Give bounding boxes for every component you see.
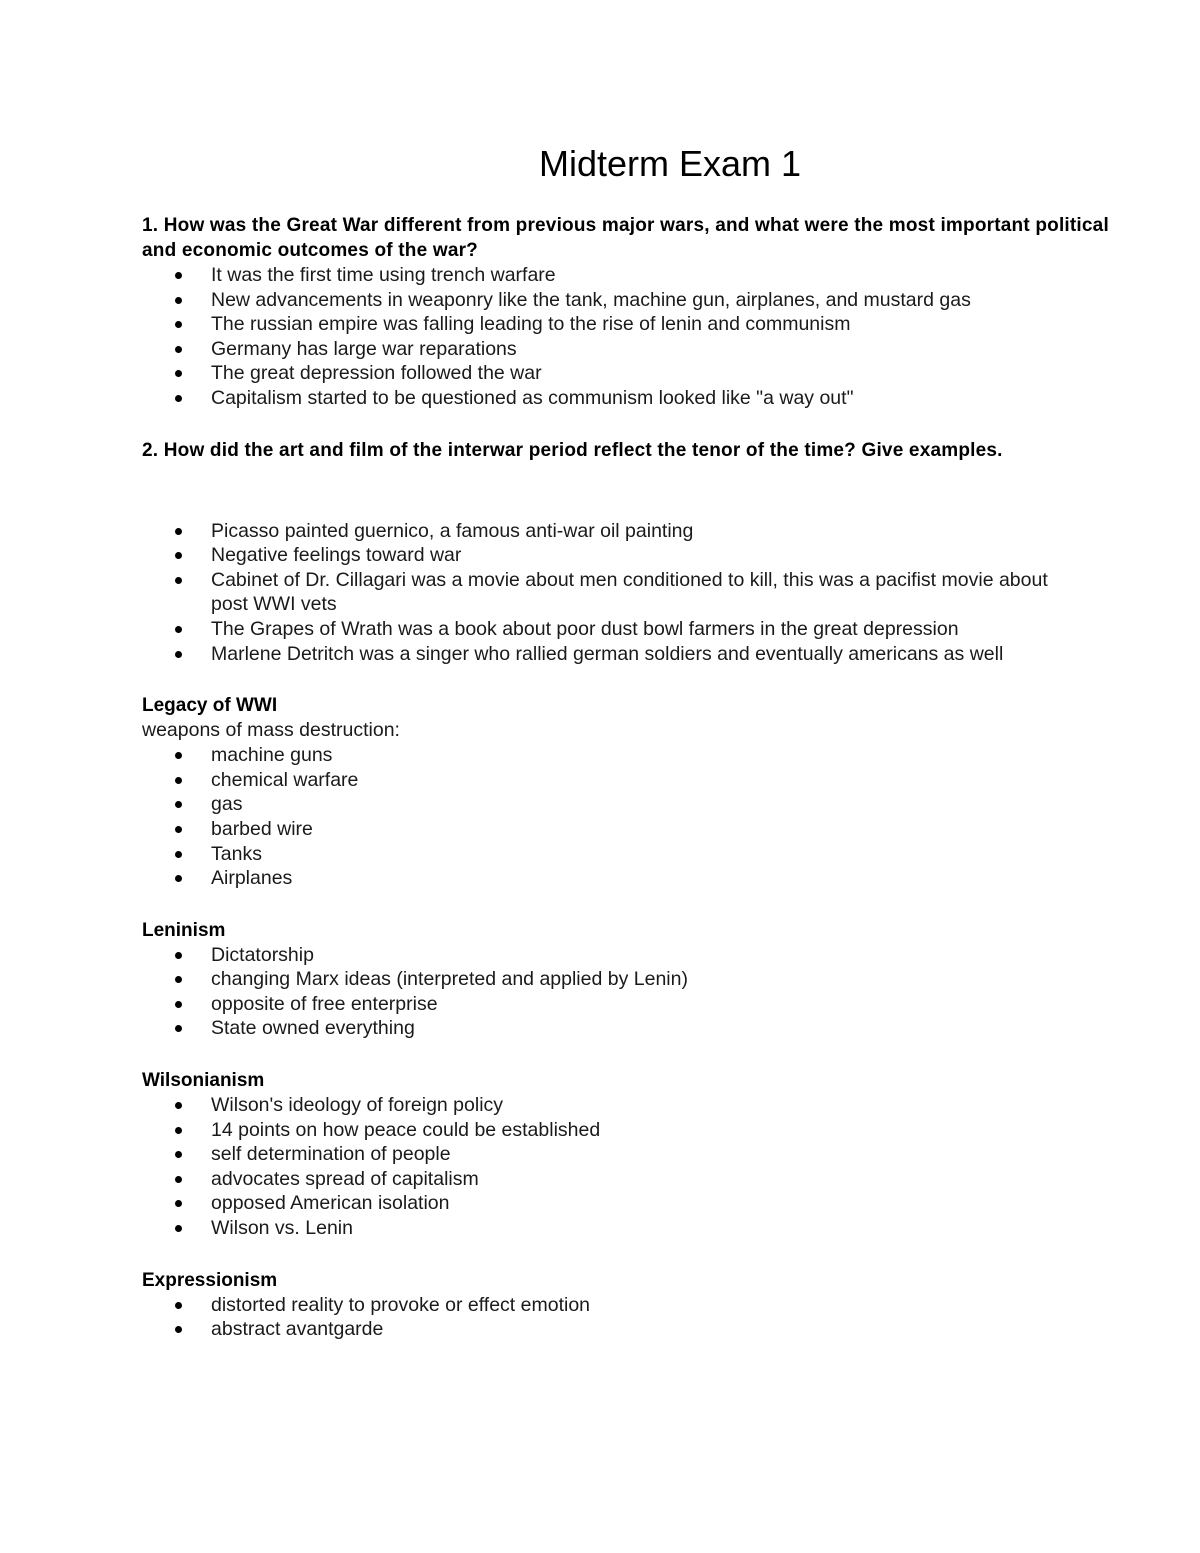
list-item: chemical warfare xyxy=(142,768,1061,793)
list-item: distorted reality to provoke or effect emotion xyxy=(142,1293,1061,1318)
wilsonianism-list xyxy=(142,1093,1142,1241)
bullet-icon xyxy=(175,801,182,808)
bullet-icon xyxy=(175,952,182,959)
bullet-icon xyxy=(175,1302,182,1309)
bullet-icon xyxy=(175,346,182,353)
list-item: State owned everything xyxy=(142,1016,1061,1041)
bullet-icon xyxy=(175,826,182,833)
list-item: The russian empire was falling leading to the rise of lenin and communism xyxy=(142,312,1061,337)
list-item: opposed American isolation xyxy=(142,1191,1061,1216)
legacy-heading: Legacy of WWI xyxy=(142,695,278,717)
bullet-icon xyxy=(175,626,182,633)
list-item: 14 points on how peace could be established xyxy=(142,1118,1061,1143)
list-item: It was the first time using trench warfare xyxy=(142,263,1061,288)
bullet-icon xyxy=(175,1326,182,1333)
legacy-list xyxy=(142,743,1142,891)
list-item: Airplanes xyxy=(142,866,1061,891)
bullet-icon xyxy=(175,272,182,279)
list-item: Negative feelings toward war xyxy=(142,543,1061,568)
page-title: Midterm Exam 1 xyxy=(538,143,802,184)
bullet-icon xyxy=(175,1200,182,1207)
list-item: Marlene Detritch was a singer who rallied german soldiers and eventually americans as well xyxy=(142,642,1061,667)
bullet-icon xyxy=(175,577,182,584)
list-item: Germany has large war reparations xyxy=(142,337,1061,362)
question-1: 1. How was the Great War different from previous major wars, and what were the most important political and economic outcomes of the war? xyxy=(142,215,1109,261)
list-item: Wilson's ideology of foreign policy xyxy=(142,1093,1061,1118)
question-2-answers xyxy=(142,519,1142,667)
leninism-list xyxy=(142,943,1142,1041)
bullet-icon xyxy=(175,370,182,377)
bullet-icon xyxy=(175,651,182,658)
bullet-icon xyxy=(175,1176,182,1183)
legacy-subheading: weapons of mass destruction: xyxy=(142,719,400,742)
list-item: Tanks xyxy=(142,842,1061,867)
bullet-icon xyxy=(175,1001,182,1008)
list-item: opposite of free enterprise xyxy=(142,992,1061,1017)
bullet-icon xyxy=(175,1025,182,1032)
list-item: self determination of people xyxy=(142,1142,1061,1167)
list-item: machine guns xyxy=(142,743,1061,768)
bullet-icon xyxy=(175,1151,182,1158)
bullet-icon xyxy=(175,1225,182,1232)
expressionism-list xyxy=(142,1293,1142,1342)
wilsonianism-heading: Wilsonianism xyxy=(142,1070,265,1092)
list-item: Wilson vs. Lenin xyxy=(142,1216,1061,1241)
bullet-icon xyxy=(175,1102,182,1109)
list-item: The Grapes of Wrath was a book about poor dust bowl farmers in the great depression xyxy=(142,617,1061,642)
list-item: abstract avantgarde xyxy=(142,1317,1061,1342)
bullet-icon xyxy=(175,395,182,402)
question-2: 2. How did the art and film of the interwar period reflect the tenor of the time? Give examples. xyxy=(142,439,1003,461)
bullet-icon xyxy=(175,552,182,559)
list-item: barbed wire xyxy=(142,817,1061,842)
bullet-icon xyxy=(175,297,182,304)
list-item: Picasso painted guernico, a famous anti-war oil painting xyxy=(142,519,1061,544)
list-item: changing Marx ideas (interpreted and applied by Lenin) xyxy=(142,967,1061,992)
bullet-icon xyxy=(175,875,182,882)
bullet-icon xyxy=(175,528,182,535)
leninism-heading: Leninism xyxy=(142,919,226,941)
list-item: Cabinet of Dr. Cillagari was a movie about men conditioned to kill, this was a pacifist movie about post WWI vets xyxy=(142,568,1061,617)
expressionism-heading: Expressionism xyxy=(142,1269,278,1291)
list-item: New advancements in weaponry like the tank, machine gun, airplanes, and mustard gas xyxy=(142,288,1061,313)
document-body xyxy=(142,213,1142,1342)
list-item: gas xyxy=(142,792,1061,817)
list-item: Dictatorship xyxy=(142,943,1061,968)
bullet-icon xyxy=(175,321,182,328)
bullet-icon xyxy=(175,752,182,759)
list-item: Capitalism started to be questioned as communism looked like "a way out" xyxy=(142,386,1061,411)
bullet-icon xyxy=(175,777,182,784)
list-item: advocates spread of capitalism xyxy=(142,1167,1061,1192)
bullet-icon xyxy=(175,1127,182,1134)
bullet-icon xyxy=(175,851,182,858)
list-item: The great depression followed the war xyxy=(142,361,1061,386)
bullet-icon xyxy=(175,976,182,983)
question-1-answers xyxy=(142,263,1142,411)
